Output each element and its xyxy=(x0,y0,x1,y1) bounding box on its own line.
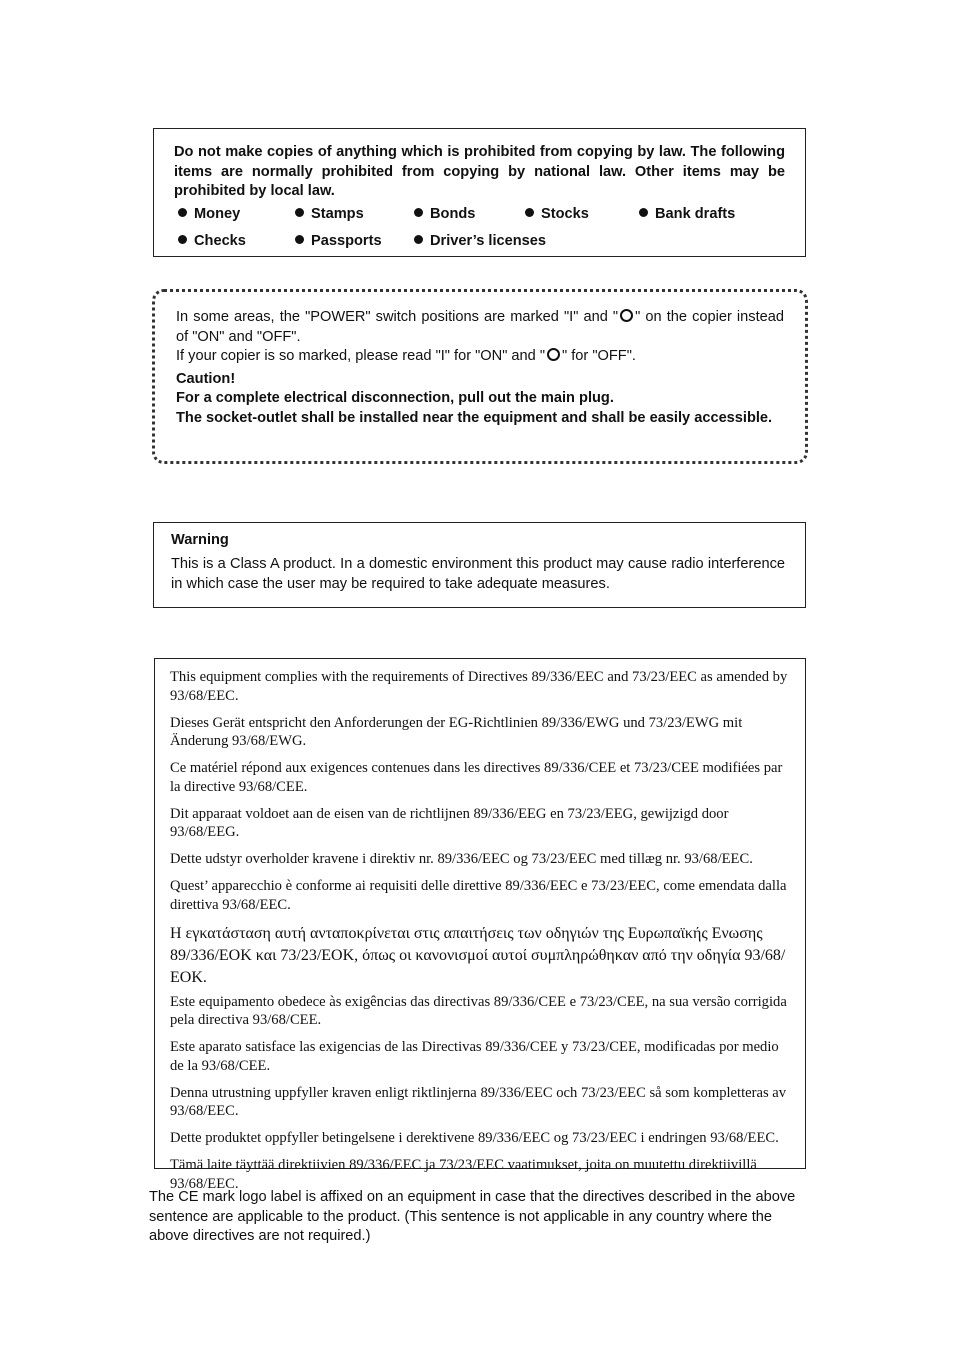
list-item: Passports xyxy=(295,233,382,249)
directive-da: Dette udstyr overholder kravene i direktiv nr. 89/336/EEC og 73/23/EEC med tillæg nr. 93/68/EEC. xyxy=(170,851,753,867)
caution-text-2: The socket-outlet shall be installed near the equipment and shall be easily accessible. xyxy=(176,409,773,426)
caution-title: Caution! xyxy=(176,370,236,387)
list-item: Bonds xyxy=(414,206,475,222)
caution-text-1: For a complete electrical disconnection, pull out the main plug. xyxy=(176,390,614,406)
power-switch-notice xyxy=(152,289,808,464)
bullet-icon xyxy=(295,208,304,217)
warning-text: This is a Class A product. In a domestic environment this product may cause radio interference in which case the user may be required to take adequate measures. xyxy=(171,556,785,592)
power-line-2: If your copier is so marked, please read "I" for "ON" and " " for "OFF". xyxy=(176,348,636,364)
directive-pt: Este equipamento obedece às exigências das directivas 89/336/CEE e 73/23/CEE, na sua versão corrigida pela directiva 93/68/CEE. xyxy=(170,993,787,1028)
bullet-icon xyxy=(178,208,187,217)
directive-en: This equipment complies with the requirements of Directives 89/336/EEC and 73/23/EEC as amended by 93/68/EEC. xyxy=(170,669,788,704)
directive-sv: Denna utrustning uppfyller kraven enligt riktlinjerna 89/336/EEC och 73/23/EEC så som kompletteras av 93/68/EEC. xyxy=(170,1084,787,1119)
off-symbol-icon xyxy=(547,348,560,361)
prohibited-items-box xyxy=(153,128,806,257)
directive-fr: Ce matériel répond aux exigences contenues dans les directives 89/336/CEE et 73/23/CEE modifiées par la directive 93/68/CEE. xyxy=(170,760,783,795)
list-item: Stamps xyxy=(295,206,364,222)
bullet-icon xyxy=(414,208,423,217)
bullet-icon xyxy=(295,235,304,244)
list-item: Checks xyxy=(178,233,246,249)
prohibited-intro: Do not make copies of anything which is prohibited from copying by law. The following items are normally prohibited from copying by national law. Other items may be prohibited by local law. xyxy=(174,144,785,199)
directive-it: Quest’ apparecchio è conforme ai requisiti delle direttive 89/336/EEC e 73/23/EEC, come emendata dalla direttiva 93/68/EEC. xyxy=(170,878,787,913)
directive-el: Η εγκατάσταση αυτή ανταποκρίνεται στις απαιτήσεις των οδηγιών της Ευρωπαϊκής Ενωσης 89/336/ΕΟΚ και 73/23/ΕΟΚ, όπως οι κανονισμοί αυτοί συμπληρώθηκαν από την οδηγία 93/68/ΕΟΚ. xyxy=(170,924,786,986)
directive-es: Este aparato satisface las exigencias de las Directivas 89/336/CEE y 73/23/CEE, modificadas por medio de la 93/68/CEE. xyxy=(170,1039,779,1074)
directives-box xyxy=(154,658,806,1192)
bullet-icon xyxy=(525,208,534,217)
list-item: Money xyxy=(178,206,240,222)
list-item: Bank drafts xyxy=(639,206,735,222)
bullet-icon xyxy=(178,235,187,244)
directive-fi: Tämä laite täyttää direktiivien 89/336/EEC ja 73/23/EEC vaatimukset, joita on muutettu direktiivillä 93/68/EEC. xyxy=(170,1157,757,1192)
list-item: Stocks xyxy=(525,206,589,222)
warning-box xyxy=(153,522,806,608)
bullet-icon xyxy=(639,208,648,217)
off-symbol-icon xyxy=(620,309,633,322)
directive-no: Dette produktet oppfyller betingelsene i derektivene 89/336/EEC og 73/23/EEC i endringen 93/68/EEC. xyxy=(170,1130,779,1146)
directive-nl: Dit apparaat voldoet aan de eisen van de richtlijnen 89/336/EEG en 73/23/EEG, gewijzigd door 93/68/EEG. xyxy=(170,805,729,840)
directive-de: Dieses Gerät entspricht den Anforderungen der EG-Richtlinien 89/336/EWG und 73/23/EWG mit Änderung 93/68/EWG. xyxy=(170,714,743,749)
warning-title: Warning xyxy=(171,532,229,548)
list-item: Driver’s licenses xyxy=(414,233,546,249)
bullet-icon xyxy=(414,235,423,244)
ce-mark-note: The CE mark logo label is affixed on an equipment in case that the directives described in the above sentence are applicable to the product. (This sentence is not applicable in any country where the above directives are not required.) xyxy=(149,1189,796,1244)
prohibited-items-list xyxy=(174,206,785,260)
power-line-1: In some areas, the "POWER" switch positions are marked "I" and " " on the copier instead of "ON" and "OFF". xyxy=(176,309,784,345)
